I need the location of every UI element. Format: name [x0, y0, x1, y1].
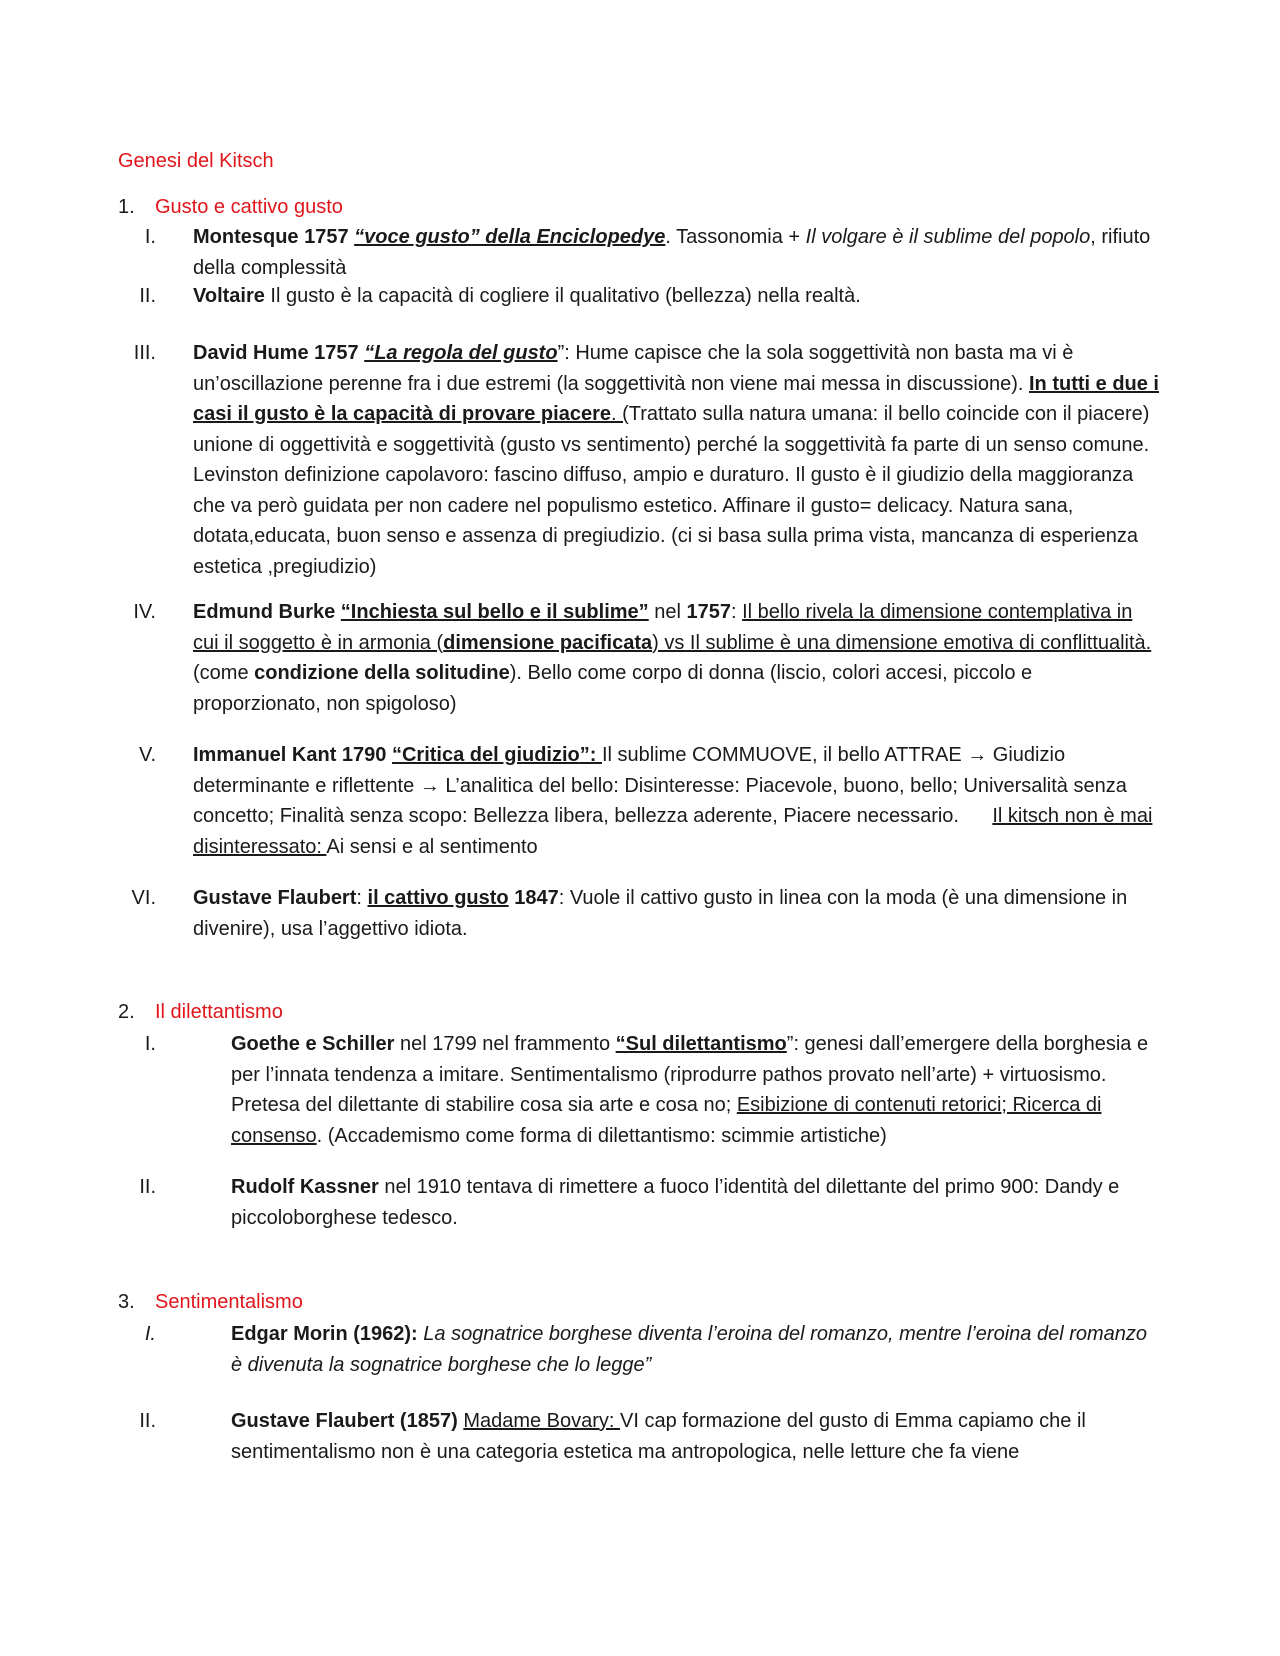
roman-numeral: I.: [144, 226, 156, 248]
item-text: Edmund Burke “Inchiesta sul bello e il sublime” nel 1757: Il bello rivela la dimensione contemplativa in cui il soggetto è in armonia (dimensione pacificata) vs Il sublime è una dimensione emotiva di conflittualità. (come condizione della solitudine). Bello come corpo di donna (liscio, colori accesi, piccolo e proporzionato, non spigoloso): [193, 601, 1152, 715]
item-text: Gustave Flaubert (1857) Madame Bovary: VI cap formazione del gusto di Emma capiamo che il sentimentalismo non è una categoria estetica ma antropologica, nelle letture che fa viene: [231, 1410, 1086, 1463]
item-text: Voltaire Il gusto è la capacità di cogliere il qualitativo (bellezza) nella realtà.: [193, 285, 861, 307]
roman-numeral: V.: [138, 744, 156, 766]
section-number: 3.: [118, 1291, 135, 1313]
section-label: Il dilettantismo: [155, 1001, 283, 1023]
document-title: Genesi del Kitsch: [118, 150, 274, 172]
section-number: 2.: [118, 1001, 135, 1023]
item-text: Montesque 1757 “voce gusto” della Enciclopedye. Tassonomia + Il volgare è il sublime del popolo, rifiuto della complessità: [193, 226, 1151, 279]
roman-numeral: II.: [139, 1410, 156, 1432]
item-text: Edgar Morin (1962): La sognatrice borghese diventa l’eroina del romanzo, mentre l’eroina del romanzo è divenuta la sognatrice borghese che lo legge”: [231, 1323, 1148, 1376]
section-number: 1.: [118, 196, 135, 218]
roman-numeral: IV.: [133, 601, 156, 623]
section-heading-3: [118, 1291, 303, 1314]
section-label: Gusto e cattivo gusto: [155, 196, 343, 218]
item-text: David Hume 1757 “La regola del gusto”: Hume capisce che la sola soggettività non basta ma vi è un’oscillazione perenne fra i due estremi (la soggettività non viene mai messa in discussione). In tutti e due i casi il gusto è la capacità di provare piacere. (Trattato sulla natura umana: il bello coincide con il piacere) unione di oggettività e soggettività (gusto vs sentimento) perché la soggettività fa parte di un senso comune. Levinston definizione capolavoro: fascino diffuso, ampio e duraturo. Il gusto è il giudizio della maggioranza che va però guidata per non cadere nel populismo estetico. Affinare il gusto= delicacy. Natura sana, dotata,educata, buon senso e assenza di pregiudizio. (ci si basa sulla prima vista, mancanza di esperienza estetica ,pregiudizio): [193, 342, 1159, 578]
item-text: Gustave Flaubert: il cattivo gusto 1847: Vuole il cattivo gusto in linea con la moda (è una dimensione in divenire), usa l’aggettivo idiota.: [193, 887, 1128, 940]
item-text: Goethe e Schiller nel 1799 nel frammento “Sul dilettantismo”: genesi dall’emergere della borghesia e per l’innata tendenza a imitare. Sentimentalismo (riprodurre pathos provato nell’arte) + virtuosismo. Pretesa del dilettante di stabilire cosa sia arte e cosa no; Esibizione di contenuti retorici; Ricerca di consenso. (Accademismo come forma di dilettantismo: scimmie artistiche): [231, 1033, 1149, 1147]
section-heading-2: [118, 1001, 283, 1024]
item-text: Immanuel Kant 1790 “Critica del giudizio”: Il sublime COMMUOVE, il bello ATTRAE → Giudizio determinante e riflettente → L’analitica del bello: Disinteresse: Piacevole, buono, bello; Universalità senza concetto; Finalità senza scopo: Bellezza libera, bellezza aderente, Piacere necessario. Il kitsch non è mai disinteressato: Ai sensi e al sentimento: [193, 744, 1153, 858]
roman-numeral: I.: [144, 1323, 156, 1345]
roman-numeral: III.: [133, 342, 156, 364]
roman-numeral: VI.: [131, 887, 156, 909]
roman-numeral: II.: [139, 1176, 156, 1198]
item-text: Rudolf Kassner nel 1910 tentava di rimettere a fuoco l’identità del dilettante del primo 900: Dandy e piccoloborghese tedesco.: [231, 1176, 1120, 1229]
section-label: Sentimentalismo: [155, 1291, 303, 1313]
section-heading-1: [118, 196, 343, 219]
roman-numeral: II.: [139, 285, 156, 307]
roman-numeral: I.: [144, 1033, 156, 1055]
